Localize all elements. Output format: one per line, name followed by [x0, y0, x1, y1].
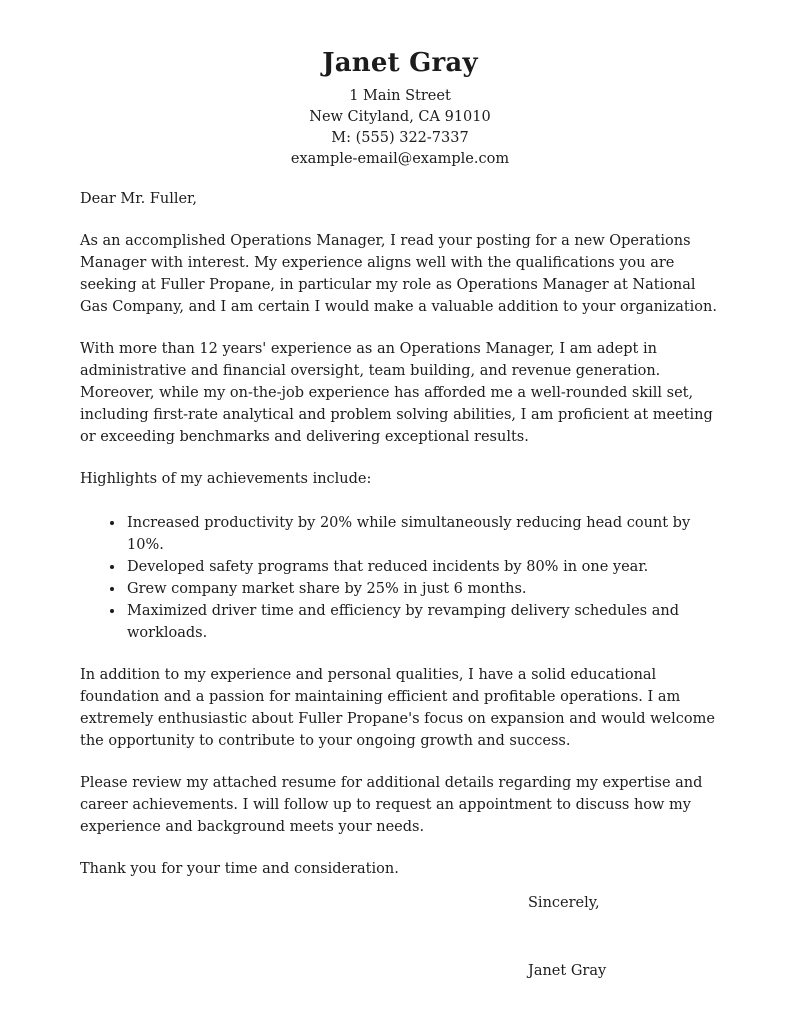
- closing-block: [528, 892, 720, 982]
- sender-email: example-email@example.com: [290, 151, 510, 167]
- achievement-item: • Maximized driver time and efficiency by revamping delivery schedules and workloads.: [125, 600, 720, 644]
- sender-city-state-zip: New Cityland, CA 91010: [309, 109, 491, 125]
- achievements-list: [80, 512, 720, 644]
- paragraph-follow-up: Please review my attached resume for additional details regarding my expertise and career achievements. I will follow up to request an appointment to discuss how my experience and background meets your needs.: [80, 775, 703, 835]
- sender-address: 1 Main Street: [349, 88, 451, 104]
- paragraph-intro: As an accomplished Operations Manager, I read your posting for a new Operations Manager with interest. My experience aligns well with the qualifications you are seeking at Fuller Propane, in particular my role as Operations Manager at National Gas Company, and I am certain I would make a valuable addition to your organization.: [80, 233, 717, 315]
- achievement-item: • Grew company market share by 25% in just 6 months.: [125, 578, 720, 600]
- signature-name: Janet Gray: [528, 963, 607, 979]
- achievement-item: • Developed safety programs that reduced incidents by 80% in one year.: [125, 556, 720, 578]
- valediction: Sincerely,: [528, 895, 600, 911]
- salutation: Dear Mr. Fuller,: [80, 191, 197, 207]
- sender-name: Janet Gray: [322, 48, 478, 78]
- highlights-intro: Highlights of my achievements include:: [80, 471, 372, 487]
- paragraph-education: In addition to my experience and personal qualities, I have a solid educational foundation and a passion for maintaining efficient and profitable operations. I am extremely enthusiastic about Fuller Propane's focus on expansion and would welcome the opportunity to contribute to your ongoing growth and success.: [80, 667, 715, 749]
- achievement-item: • Increased productivity by 20% while simultaneously reducing head count by 10%.: [125, 512, 720, 556]
- sender-contact-block: [80, 86, 720, 170]
- sender-phone: M: (555) 322-7337: [331, 130, 469, 146]
- paragraph-experience: With more than 12 years' experience as an Operations Manager, I am adept in administrative and financial oversight, team building, and revenue generation. Moreover, while my on-the-job experience has afforded me a well-rounded skill set, including first-rate analytical and problem solving abilities, I am proficient at meeting or exceeding benchmarks and delivering exceptional results.: [80, 341, 713, 445]
- thank-you-line: Thank you for your time and consideration.: [80, 861, 399, 877]
- letter-header: [80, 46, 720, 170]
